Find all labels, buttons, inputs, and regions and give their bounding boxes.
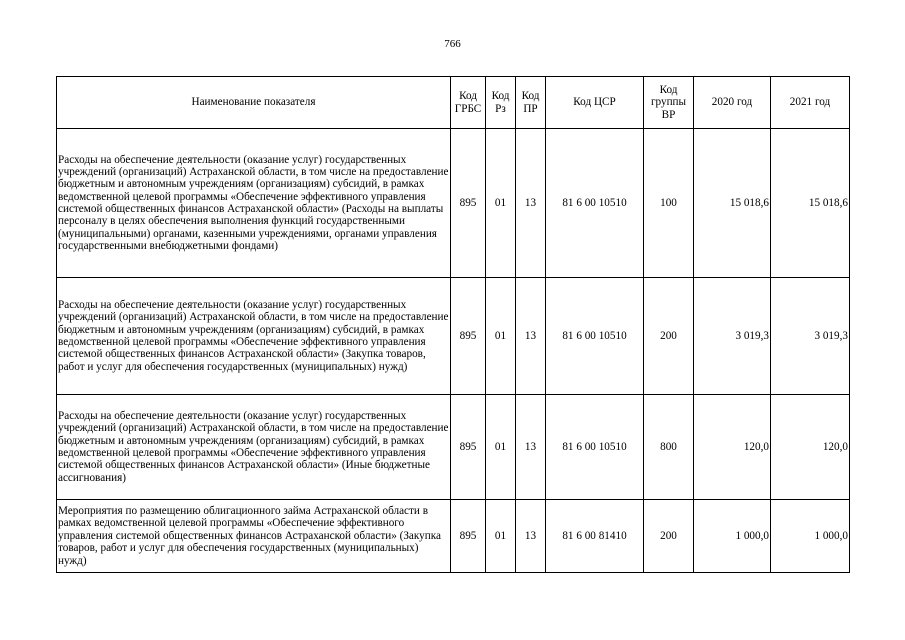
row-vr: 800 [644,395,694,500]
row-vr: 200 [644,500,694,573]
row-grbs: 895 [451,129,486,278]
row-rz: 01 [486,129,516,278]
table-row [57,129,850,278]
row-grbs: 895 [451,395,486,500]
row-grbs: 895 [451,278,486,395]
row-rz: 01 [486,395,516,500]
header-csr: Код ЦСР [546,77,644,129]
row-name: Расходы на обеспечение деятельности (оказание услуг) государственных учреждений (организаций) Астраханской области, в том числе на предоставление бюджетным и автономным учреждениям (организациям) субсидий, в рамках ведомственной целевой программы «Обеспечение эффективного управления системой общественных финансов Астраханской области» (Расходы на выплаты персоналу в целях обеспечения выполнения функций государственными (муниципальными) органами, казенными учреждениями, органами управления государственными внебюджетными фондами) [57,129,451,278]
row-name: Мероприятия по размещению облигационного займа Астраханской области в рамках ведомственной целевой программы «Обеспечение эффективного управления системой общественных финансов Астраханской области» (Закупка товаров, работ и услуг для обеспечения государственных (муниципальных) нужд) [57,500,451,573]
row-rz: 01 [486,278,516,395]
budget-table [56,76,850,573]
row-pr: 13 [516,500,546,573]
row-csr: 81 6 00 10510 [546,129,644,278]
table-row [57,278,850,395]
row-csr: 81 6 00 10510 [546,395,644,500]
row-vr: 100 [644,129,694,278]
header-2021: 2021 год [771,77,850,129]
row-csr: 81 6 00 81410 [546,500,644,573]
row-pr: 13 [516,395,546,500]
row-pr: 13 [516,278,546,395]
header-row [57,77,850,129]
row-2021: 3 019,3 [771,278,850,395]
row-csr: 81 6 00 10510 [546,278,644,395]
row-name: Расходы на обеспечение деятельности (оказание услуг) государственных учреждений (организаций) Астраханской области, в том числе на предоставление бюджетным и автономным учреждениям (организациям) субсидий, в рамках ведомственной целевой программы «Обеспечение эффективного управления системой общественных финансов Астраханской области» (Иные бюджетные ассигнования) [57,395,451,500]
header-grbs: Код ГРБС [451,77,486,129]
header-rz: Код Рз [486,77,516,129]
row-name: Расходы на обеспечение деятельности (оказание услуг) государственных учреждений (организаций) Астраханской области, в том числе на предоставление бюджетным и автономным учреждениям (организациям) субсидий, в рамках ведомственной целевой программы «Обеспечение эффективного управления системой общественных финансов Астраханской области» (Закупка товаров, работ и услуг для обеспечения государственных (муниципальных) нужд) [57,278,451,395]
page-number: 766 [444,38,461,50]
row-2020: 3 019,3 [694,278,771,395]
row-2021: 15 018,6 [771,129,850,278]
header-2020: 2020 год [694,77,771,129]
header-pr: Код ПР [516,77,546,129]
table-row [57,500,850,573]
table-row [57,395,850,500]
header-name: Наименование показателя [57,77,451,129]
row-pr: 13 [516,129,546,278]
row-2020: 120,0 [694,395,771,500]
row-vr: 200 [644,278,694,395]
header-vr: Код группы ВР [644,77,694,129]
row-grbs: 895 [451,500,486,573]
row-2021: 1 000,0 [771,500,850,573]
row-2020: 1 000,0 [694,500,771,573]
row-2021: 120,0 [771,395,850,500]
row-2020: 15 018,6 [694,129,771,278]
row-rz: 01 [486,500,516,573]
